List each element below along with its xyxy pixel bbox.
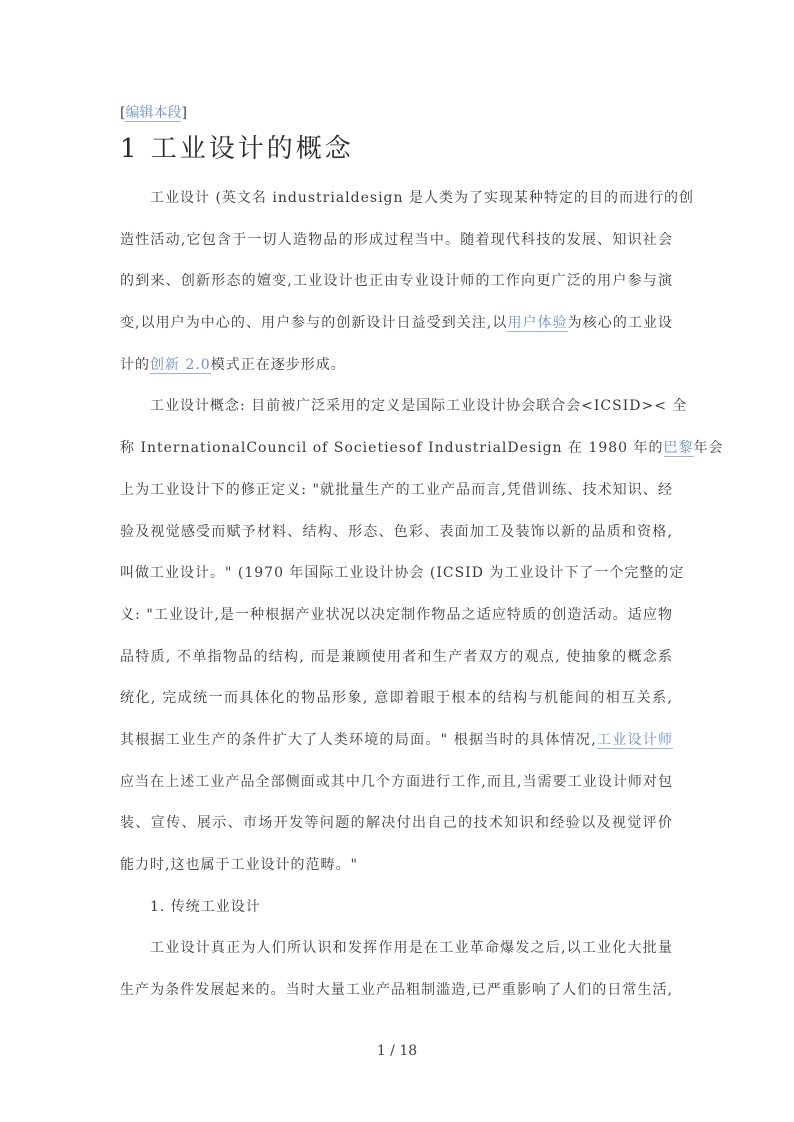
page-number: 1 / 18 — [376, 1043, 418, 1059]
section-heading: 1 工业设计的概念 — [120, 134, 354, 164]
text-line — [120, 845, 673, 887]
text-line — [120, 762, 673, 804]
bracket-close: ] — [181, 105, 187, 121]
text-line — [120, 595, 673, 637]
text-segment: 工业设计概念: 目前被广泛采用的定义是国际工业设计协会联合会<ICSID>< 全 — [150, 398, 688, 415]
hyperlink[interactable]: 用户体验 — [507, 315, 568, 332]
text-segment: 义: "工业设计,是一种根据产业状况以决定制作物品之适应特质的创造活动。适应物 — [120, 606, 673, 623]
edit-section-label[interactable]: 编辑本段 — [125, 105, 182, 121]
text-segment: 工业设计 (英文名 industrialdesign 是人类为了实现某种特定的目的而进行的创 — [150, 190, 694, 206]
text-line — [120, 178, 694, 220]
text-line — [120, 970, 673, 1012]
text-segment: 称 InternationalCouncil of Societiesof IndustrialDesign 在 1980 年的 — [120, 440, 664, 457]
document-body — [120, 178, 724, 1012]
text-line — [120, 720, 673, 762]
text-line — [120, 637, 673, 679]
text-segment: 的到来、创新形态的嬗变,工业设计也正由专业设计师的工作向更广泛的用户参与演 — [120, 273, 673, 290]
text-segment: 上为工业设计下的修正定义: "就批量生产的工业产品而言,凭借训练、技术知识、经 — [120, 481, 673, 498]
text-segment: 变,以用户为中心的、用户参与的创新设计日益受到关注,以 — [120, 315, 508, 332]
text-segment: 验及视觉感受而赋予材料、结构、形态、色彩、表面加工及装饰以新的品质和资格, — [120, 523, 673, 540]
hyperlink[interactable]: 巴黎 — [663, 440, 694, 457]
text-line — [120, 803, 673, 845]
text-line — [120, 386, 688, 428]
text-line — [120, 220, 673, 262]
text-line — [120, 428, 724, 470]
text-segment: 模式正在逐步形成。 — [210, 356, 346, 373]
hyperlink[interactable]: 工业设计师 — [596, 731, 673, 748]
text-segment: 生产为条件发展起来的。当时大量工业产品粗制滥造,已严重影响了人们的日常生活, — [120, 982, 673, 999]
text-line — [120, 928, 673, 970]
bracket-open: [ — [120, 105, 126, 121]
text-line — [120, 512, 673, 554]
text-segment: 统化, 完成统一而具体化的物品形象, 意即着眼于根本的结构与机能间的相互关系, — [120, 690, 673, 707]
text-line — [120, 345, 673, 387]
text-segment: 装、宣传、展示、市场开发等问题的解决付出自己的技术知识和经验以及视觉评价 — [120, 815, 673, 832]
text-line — [120, 553, 685, 595]
text-segment: 工业设计真正为人们所认识和发挥作用是在工业革命爆发之后,以工业化大批量 — [150, 940, 673, 957]
text-segment: 为核心的工业设 — [567, 315, 674, 332]
text-segment: 其根据工业生产的条件扩大了人类环境的局面。" 根据当时的具体情况, — [120, 731, 597, 748]
text-segment: 年会 — [693, 440, 724, 457]
hyperlink[interactable]: 创新 2.0 — [150, 356, 211, 373]
text-line — [120, 678, 673, 720]
text-line — [120, 470, 673, 512]
edit-section-link[interactable] — [120, 102, 187, 122]
text-line — [120, 303, 673, 345]
text-segment: 计的 — [120, 356, 150, 373]
text-segment: 品特质, 不单指物品的结构, 而是兼顾使用者和生产者双方的观点, 使抽象的概念系 — [120, 648, 673, 665]
text-segment: 1. 传统工业设计 — [150, 898, 261, 915]
text-line — [120, 887, 673, 929]
text-segment: 能力时,这也属于工业设计的范畴。" — [120, 857, 358, 873]
text-segment: 应当在上述工业产品全部侧面或其中几个方面进行工作,而且,当需要工业设计师对包 — [120, 773, 673, 790]
text-segment: 造性活动,它包含于一切人造物品的形成过程当中。随着现代科技的发展、知识社会 — [120, 231, 673, 248]
text-segment: 叫做工业设计。" (1970 年国际工业设计协会 (ICSID 为工业设计下了一个完整的定 — [120, 565, 685, 582]
text-line — [120, 261, 673, 303]
